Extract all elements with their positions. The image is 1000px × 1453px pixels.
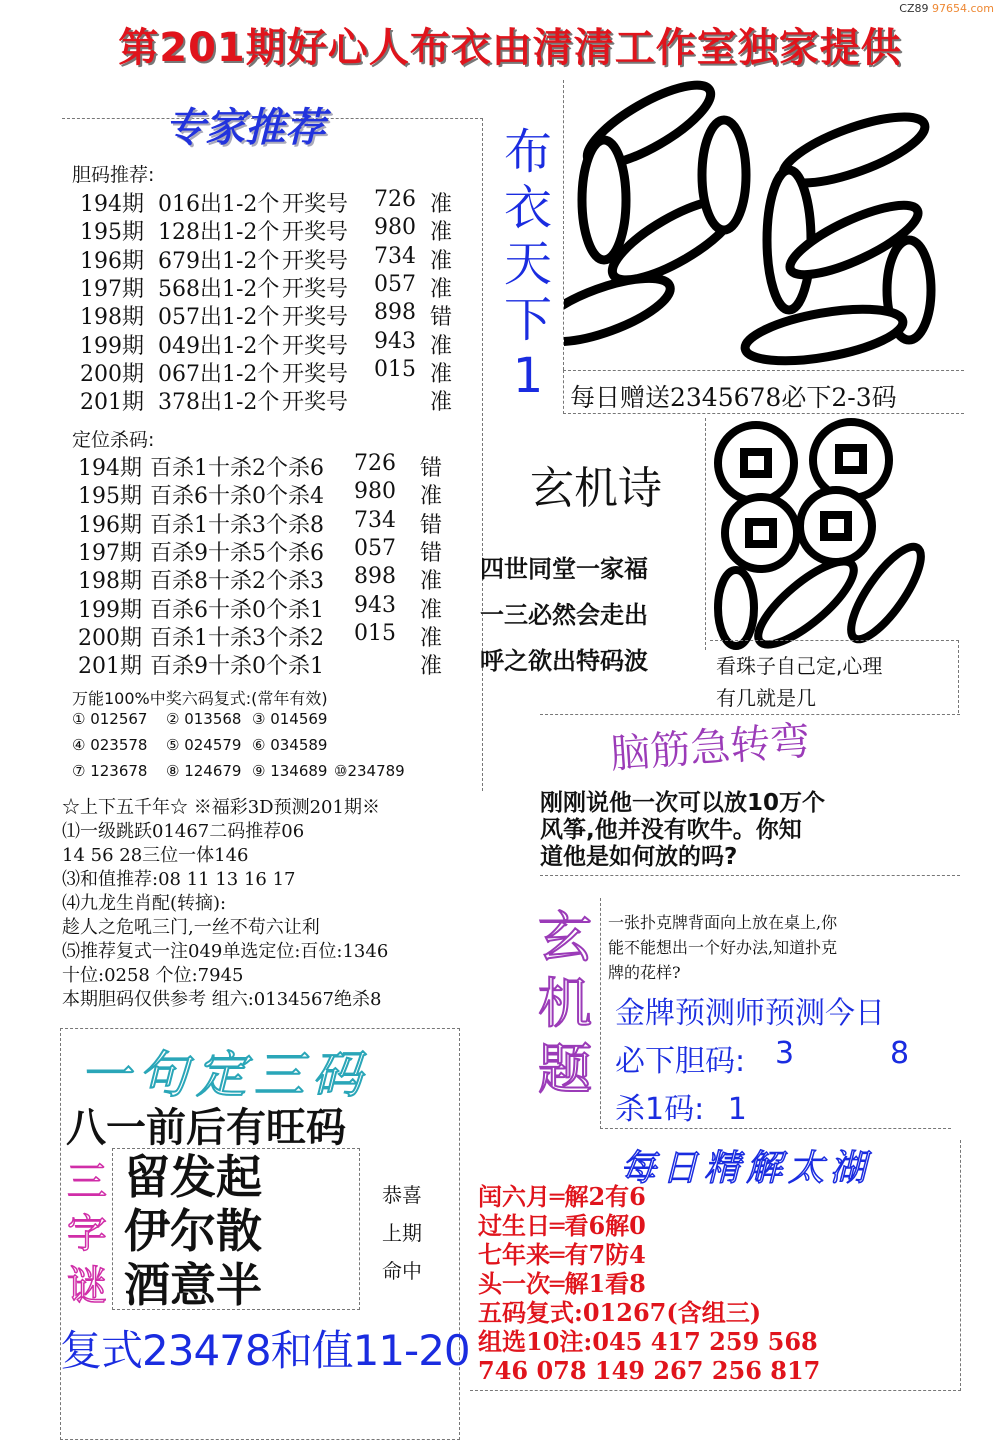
- watermark-prefix: CZ89: [899, 2, 929, 15]
- kill-cell-res: 准: [420, 597, 443, 623]
- poem-lines: [480, 546, 648, 684]
- sanzi-char-2: 字: [67, 1211, 107, 1257]
- dan-cell-num: 898: [374, 300, 416, 326]
- xuanji-char-1: 玄: [538, 906, 592, 969]
- wanneng-combo: ⑧ 124679: [166, 762, 242, 780]
- riddle-2: 伊尔散: [124, 1204, 262, 1258]
- wanneng-combo: ⑥ 034589: [252, 736, 328, 754]
- history-line-2: ⑴一级跳跃01467二码推荐06: [62, 821, 305, 842]
- dan-cell-period: 195期: [80, 220, 144, 246]
- wanneng-combo: ③ 014569: [252, 710, 328, 728]
- dan-cell-pick: 679出1-2个: [158, 248, 280, 274]
- watermark: [899, 2, 994, 15]
- kill-cell-res: 准: [420, 625, 443, 651]
- sanzi-char-1: 三: [67, 1159, 107, 1205]
- wanneng-combo: ④ 023578: [72, 736, 148, 754]
- dan-cell-pick: 057出1-2个: [158, 305, 280, 331]
- congrats-2: 上期: [382, 1221, 422, 1245]
- brain-line-2: 风筝,他并没有吹牛。你知: [540, 817, 802, 843]
- kill-cell-num: 734: [354, 507, 396, 533]
- dan-cell-period: 200期: [80, 361, 144, 387]
- history-line-3: 14 56 28三位一体146: [62, 845, 249, 866]
- kill-cell-num: 943: [354, 592, 396, 618]
- wanneng-combo: ⑩234789: [334, 762, 405, 780]
- history-line-1: ☆上下五千年☆ ※福彩3D预测201期※: [62, 797, 380, 818]
- wanneng-combo: ⑨ 134689: [252, 762, 328, 780]
- poem-line-1: 四世同堂一家福: [480, 555, 648, 583]
- caption-line-2: 有几就是几: [716, 686, 816, 710]
- wanneng-combo: ② 013568: [166, 710, 242, 728]
- dan-cell-pick: 049出1-2个: [158, 333, 280, 359]
- kill-predict-value: 1: [727, 1092, 747, 1127]
- brain-line-3: 道他是如何放的吗?: [540, 844, 738, 870]
- gold-line: 金牌预测师预测今日: [615, 996, 885, 1031]
- daily-gift: 每日赠送2345678必下2-3码: [570, 383, 897, 412]
- kill-cell-period: 197期: [78, 540, 142, 566]
- history-block: [62, 796, 388, 1012]
- poem-line-2: 一三必然会走出: [480, 601, 648, 629]
- xuanji-vertical: [535, 905, 595, 1103]
- dan-predict-a: 3: [775, 1036, 795, 1071]
- dan-cell-kj: 开奖号: [282, 361, 349, 387]
- buyi-vertical: [493, 124, 563, 404]
- number-36-drawing: [564, 80, 964, 370]
- wanneng-combo: ⑤ 024579: [166, 736, 242, 754]
- kill-cell-res: 准: [420, 484, 443, 510]
- dan-cell-kj: 开奖号: [282, 305, 349, 331]
- riddle-3: 酒意半: [124, 1258, 262, 1312]
- history-line-7: ⑸推荐复式一注049单选定位:百位:1346: [62, 941, 389, 962]
- buyi-char-5: 1: [512, 348, 544, 404]
- history-line-8: 十位:0258 个位:7945: [62, 965, 244, 986]
- wanneng-combo: ⑦ 123678: [72, 762, 148, 780]
- dan-cell-num: 057: [374, 271, 416, 297]
- poem-line-3: 呼之欲出特码波: [480, 647, 648, 675]
- dan-predict-b: 8: [890, 1036, 910, 1071]
- congrats: [382, 1176, 422, 1290]
- taihu-line-6: 组选10注:045 417 259 568: [478, 1327, 818, 1356]
- kill-predict-label: 杀1码:: [615, 1092, 705, 1127]
- kill-cell-period: 199期: [78, 597, 142, 623]
- dan-cell-kj: 开奖号: [282, 248, 349, 274]
- xuanji-line-3: 牌的花样?: [608, 963, 681, 982]
- xuanji-char-3: 题: [538, 1038, 592, 1101]
- kill-cell-res: 准: [420, 569, 443, 595]
- watermark-url: 97654.com: [932, 2, 994, 15]
- brain-question: [540, 790, 825, 871]
- kill-label: 定位杀码:: [72, 429, 155, 451]
- sanzi-vertical: [62, 1156, 112, 1312]
- kill-cell-num: 898: [354, 564, 396, 590]
- dan-cell-res: 准: [430, 333, 453, 359]
- kill-cell-period: 195期: [78, 484, 142, 510]
- kill-cell-kill: 百杀6十杀0个杀1: [150, 597, 324, 623]
- kill-cell-res: 错: [420, 456, 443, 481]
- kill-cell-period: 200期: [78, 625, 142, 651]
- xuanji-line-1: 一张扑克牌背面向上放在桌上,你: [608, 913, 838, 932]
- taihu-line-4: 头一次═解1看8: [478, 1269, 646, 1298]
- kill-cell-kill: 百杀9十杀0个杀1: [150, 654, 324, 680]
- buyi-char-2: 衣: [503, 180, 552, 236]
- dan-cell-res: 错: [430, 305, 453, 331]
- kill-cell-kill: 百杀9十杀5个杀6: [150, 540, 324, 566]
- yiju-title: 一句定三码: [80, 1046, 370, 1104]
- riddle-1: 留发起: [124, 1150, 262, 1204]
- brain-line-1: 刚刚说他一次可以放10万个: [540, 790, 826, 816]
- fushi-line: 复式23478和值11-20: [60, 1326, 470, 1375]
- dan-cell-num: 943: [374, 328, 416, 354]
- dan-cell-period: 201期: [80, 390, 144, 416]
- sanzi-char-3: 谜: [67, 1263, 107, 1309]
- number-88-drawing: [706, 418, 956, 650]
- taihu-line-2: 过生日═看6解0: [478, 1211, 646, 1240]
- kill-cell-kill: 百杀1十杀3个杀2: [150, 625, 324, 651]
- dan-cell-res: 准: [430, 390, 453, 416]
- kill-cell-period: 196期: [78, 512, 142, 538]
- dan-cell-period: 194期: [80, 192, 144, 217]
- poem-caption: [716, 650, 882, 714]
- taihu-title: 每日精解太湖: [620, 1148, 873, 1189]
- kill-cell-kill: 百杀8十杀2个杀3: [150, 569, 324, 595]
- dan-cell-res: 准: [430, 361, 453, 387]
- taihu-line-7: 746 078 149 267 256 817: [478, 1356, 821, 1385]
- history-line-6: 趁人之危吼三门,一丝不苟六让利: [62, 917, 320, 938]
- kill-cell-res: 错: [420, 512, 443, 538]
- dan-cell-pick: 568出1-2个: [158, 276, 280, 302]
- kill-predict: [615, 1084, 747, 1128]
- dan-predict: [615, 1036, 955, 1080]
- taihu-line-3: 七年来═有7防4: [478, 1240, 646, 1269]
- history-line-5: ⑷九龙生肖配(转摘):: [62, 893, 227, 914]
- kill-cell-kill: 百杀1十杀3个杀8: [150, 512, 324, 538]
- riddles: [124, 1150, 262, 1312]
- dan-cell-res: 准: [430, 276, 453, 302]
- dan-cell-num: 980: [374, 215, 416, 241]
- dan-cell-num: 726: [374, 187, 416, 212]
- brain-title: 脑筋急转弯: [608, 718, 812, 778]
- page-title: 第201期好心人布衣由清清工作室独家提供: [118, 25, 902, 71]
- kill-cell-num: 057: [354, 535, 396, 561]
- taihu-line-1: 闰六月═解2有6: [478, 1182, 646, 1211]
- number-image-88: [705, 418, 956, 650]
- dan-cell-period: 197期: [80, 276, 144, 302]
- yiju-phrase: 八一前后有旺码: [66, 1105, 346, 1151]
- taihu-lines: [478, 1182, 820, 1385]
- dan-predict-label: 必下胆码:: [615, 1044, 746, 1079]
- expert-heading: 专家推荐: [165, 105, 325, 151]
- number-image-36: [563, 80, 964, 370]
- wanneng-label: 万能100%中奖六码复式:(常年有效): [72, 689, 328, 708]
- dan-cell-pick: 067出1-2个: [158, 361, 280, 387]
- buyi-char-4: 下: [503, 292, 552, 348]
- dan-label: 胆码推荐:: [72, 164, 155, 186]
- caption-line-1: 看珠子自己定,心理: [716, 654, 883, 678]
- dan-cell-res: 准: [430, 192, 453, 217]
- congrats-3: 命中: [382, 1259, 422, 1283]
- dan-cell-pick: 128出1-2个: [158, 220, 280, 246]
- kill-cell-period: 201期: [78, 654, 142, 680]
- dan-cell-res: 准: [430, 248, 453, 274]
- dan-cell-period: 196期: [80, 248, 144, 274]
- kill-table: [78, 451, 478, 681]
- congrats-1: 恭喜: [382, 1183, 422, 1207]
- kill-cell-kill: 百杀1十杀2个杀6: [150, 456, 324, 481]
- kill-cell-res: 准: [420, 654, 443, 680]
- dan-cell-num: 734: [374, 243, 416, 269]
- history-line-4: ⑶和值推荐:08 11 13 16 17: [62, 869, 296, 890]
- dan-table: [80, 187, 480, 417]
- kill-cell-num: 980: [354, 479, 396, 505]
- xuanji-char-2: 机: [538, 972, 592, 1035]
- dan-cell-kj: 开奖号: [282, 276, 349, 302]
- kill-cell-period: 194期: [78, 456, 142, 481]
- wanneng-combo: ① 012567: [72, 710, 148, 728]
- wanneng-table: [72, 710, 472, 790]
- dan-cell-kj: 开奖号: [282, 192, 349, 217]
- dan-cell-res: 准: [430, 220, 453, 246]
- dan-cell-num: 015: [374, 356, 416, 382]
- buyi-char-3: 天: [503, 236, 552, 292]
- dan-cell-kj: 开奖号: [282, 333, 349, 359]
- xuanji-line-2: 能不能想出一个好办法,知道扑克: [608, 938, 838, 957]
- buyi-char-1: 布: [503, 124, 552, 180]
- dan-cell-kj: 开奖号: [282, 390, 349, 416]
- taihu-line-5: 五码复式:01267(含组三): [478, 1298, 762, 1327]
- dan-cell-pick: 378出1-2个: [158, 390, 280, 416]
- dan-cell-pick: 016出1-2个: [158, 192, 280, 217]
- kill-cell-res: 错: [420, 540, 443, 566]
- dan-cell-period: 199期: [80, 333, 144, 359]
- dan-cell-kj: 开奖号: [282, 220, 349, 246]
- xuanji-question: [608, 910, 837, 985]
- poem-title: 玄机诗: [530, 463, 662, 514]
- kill-cell-num: 015: [354, 620, 396, 646]
- kill-cell-num: 726: [354, 451, 396, 476]
- kill-cell-kill: 百杀6十杀0个杀4: [150, 484, 324, 510]
- dan-cell-period: 198期: [80, 305, 144, 331]
- history-line-9: 本期胆码仅供参考 组六:0134567绝杀8: [62, 989, 382, 1010]
- kill-cell-period: 198期: [78, 569, 142, 595]
